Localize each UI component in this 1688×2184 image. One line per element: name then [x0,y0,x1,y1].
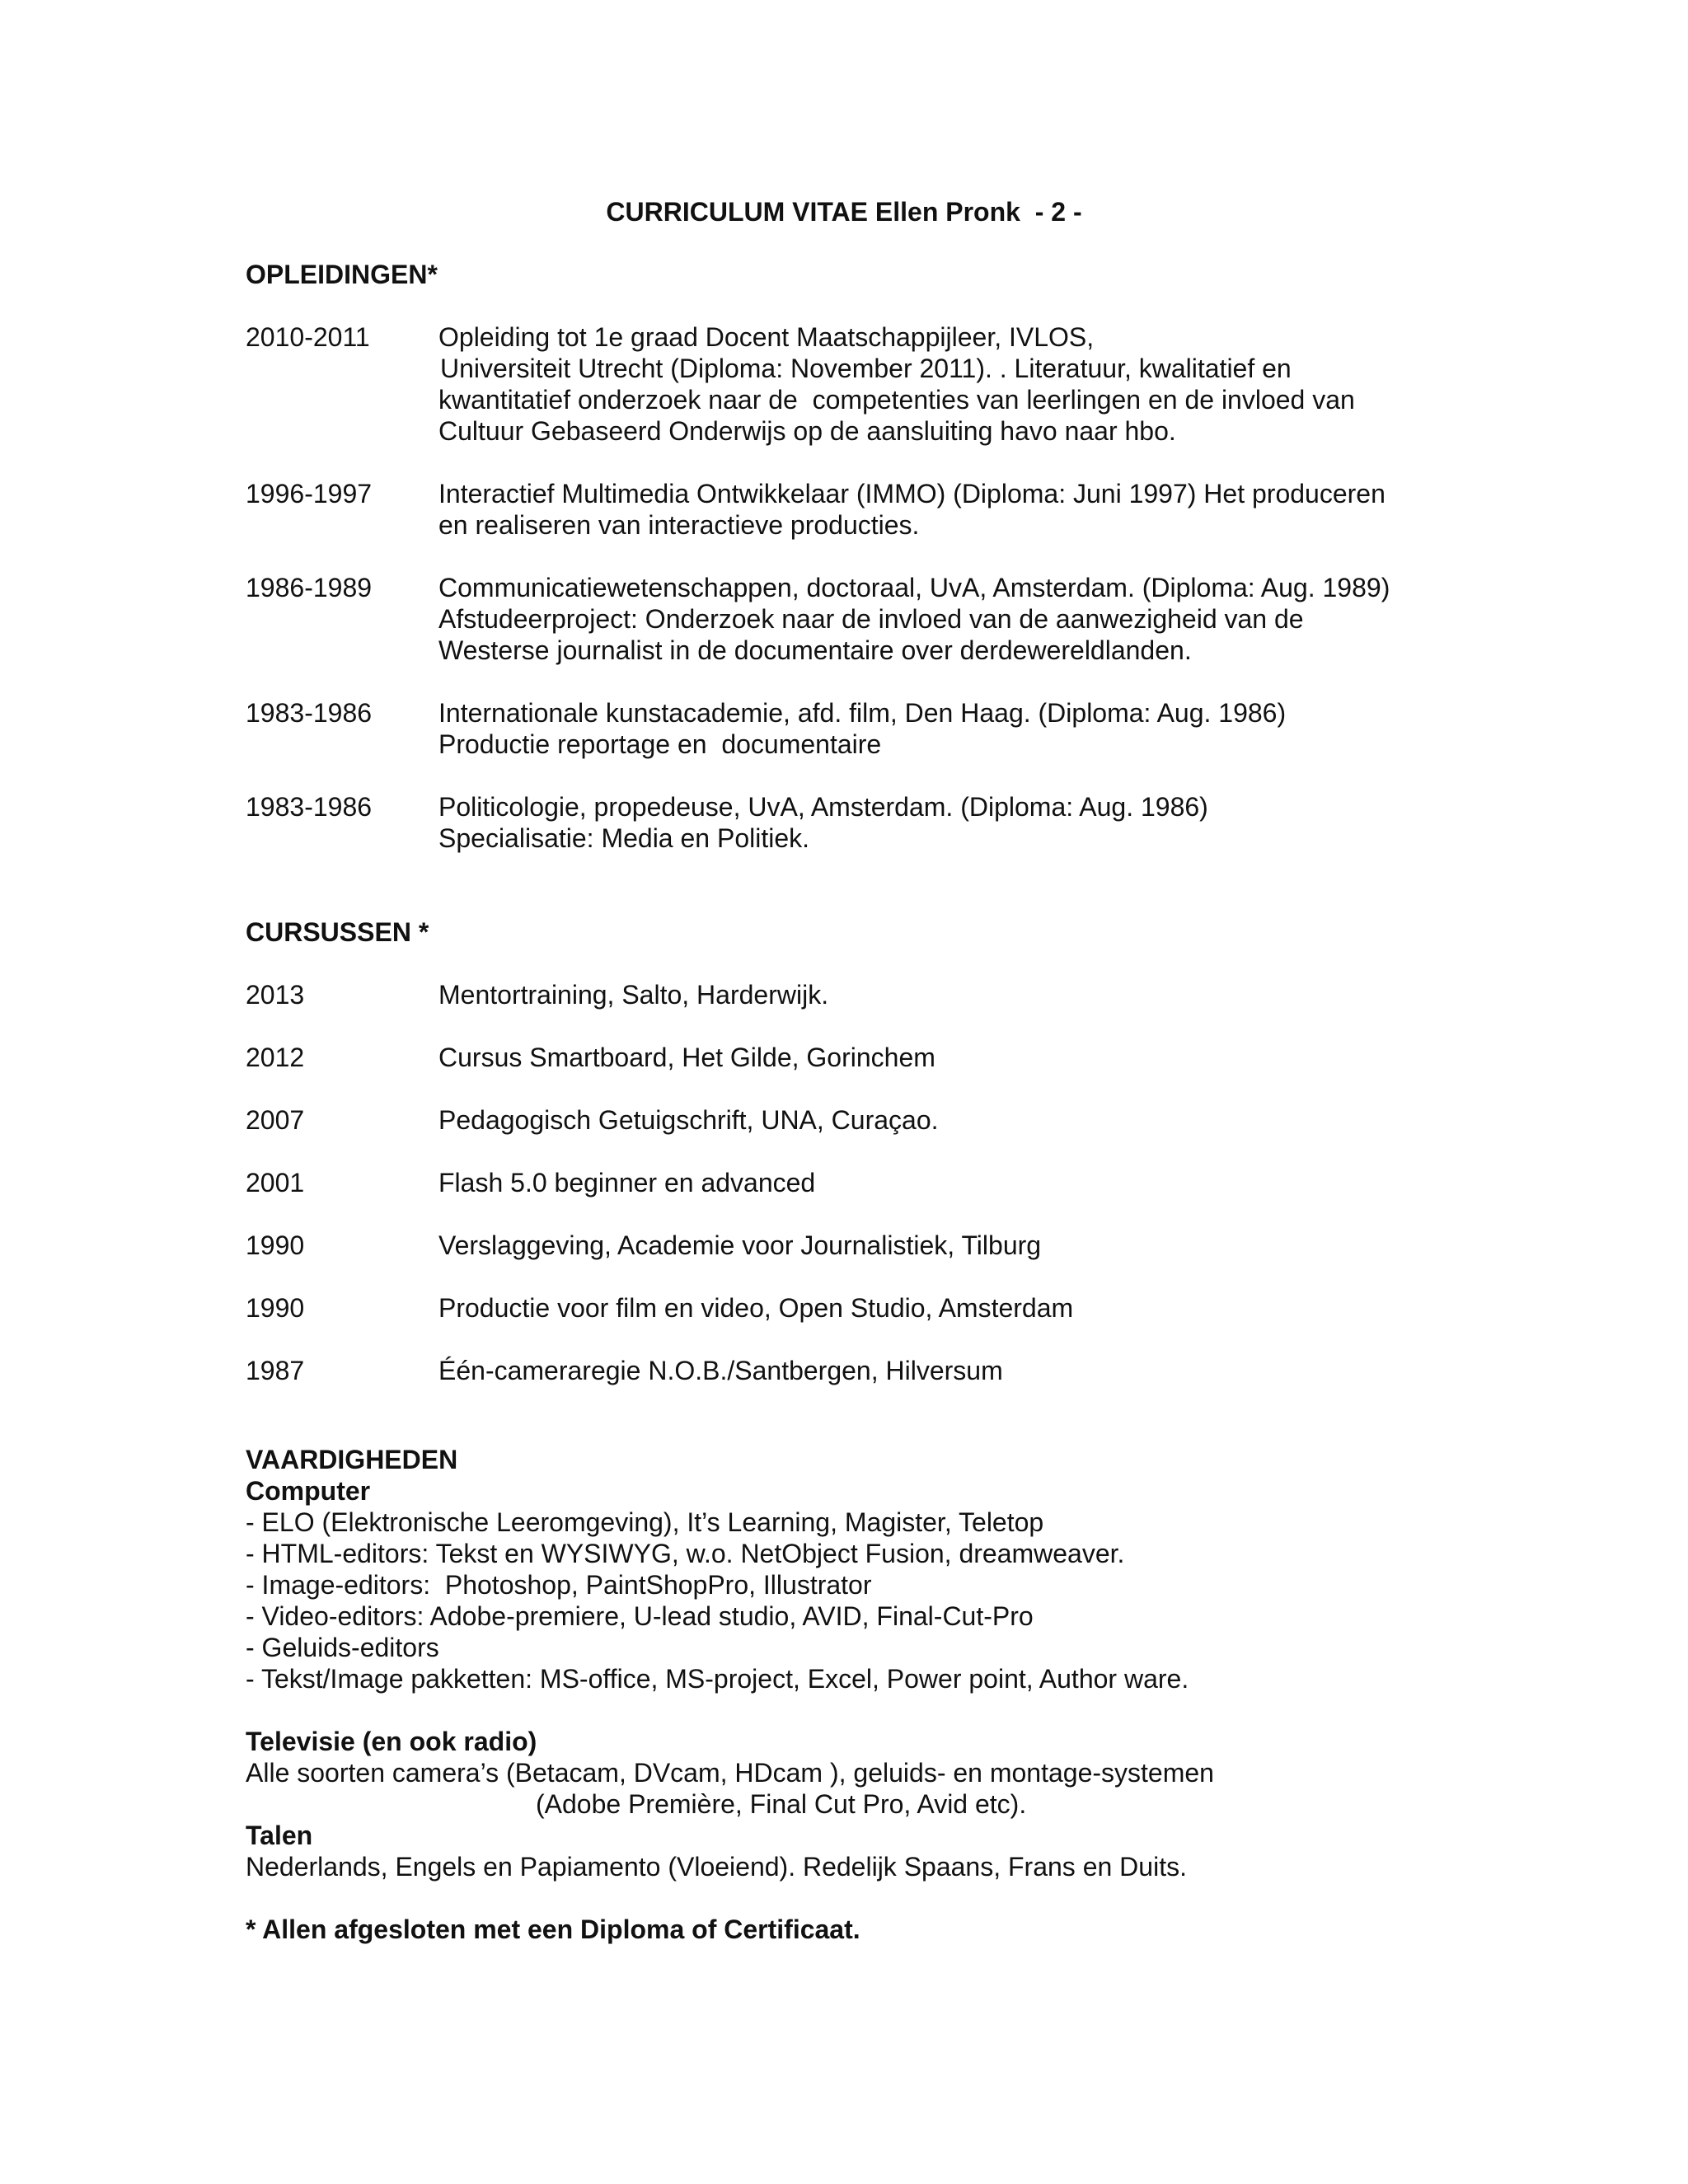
education-line: Westerse journalist in de documentaire over derdewereldlanden. [438,635,1192,665]
education-description [438,791,1642,854]
skills-computer-line: - Video-editors: Adobe-premiere, U-lead studio, AVID, Final-Cut-Pro [246,1601,1034,1631]
education-description [438,572,1642,666]
course-text: Productie voor film en video, Open Studio, Amsterdam [438,1293,1074,1323]
course-description [438,1355,1642,1386]
education-line: Opleiding tot 1e graad Docent Maatschappijleer, IVLOS, [438,322,1095,352]
education-line: Specialisatie: Media en Politiek. [438,823,810,853]
course-text: Verslaggeving, Academie voor Journalistiek, Tilburg [438,1230,1042,1260]
course-year: 2007 [246,1105,305,1135]
education-line: Communicatiewetenschappen, doctoraal, UvA, Amsterdam. (Diploma: Aug. 1989) [438,573,1390,602]
education-year: 1983-1986 [246,698,373,728]
footnote: * Allen afgesloten met een Diploma of Certificaat. [246,1915,860,1944]
course-year: 2012 [246,1043,305,1072]
section-heading-vaardigheden: VAARDIGHEDEN [246,1445,458,1474]
education-line: Cultuur Gebaseerd Onderwijs op de aansluiting havo naar hbo. [438,416,1176,446]
course-description [438,1230,1642,1261]
skills-languages-heading: Talen [246,1821,313,1850]
education-year: 1983-1986 [246,792,373,822]
education-line: kwantitatief onderzoek naar de competenties van leerlingen en de invloed van [438,385,1355,415]
education-year: 1996-1997 [246,479,373,509]
skills-television-line: Alle soorten camera’s (Betacam, DVcam, HDcam ), geluids- en montage-systemen [246,1758,1214,1788]
skills-computer-heading: Computer [246,1476,371,1506]
skills-television-section [246,1726,1482,1882]
course-text: Pedagogisch Getuigschrift, UNA, Curaçao. [438,1105,939,1135]
education-description [438,697,1642,760]
skills-computer-line: - Geluids-editors [246,1633,439,1662]
skills-computer-line: - Tekst/Image pakketten: MS-office, MS-project, Excel, Power point, Author ware. [246,1664,1189,1694]
education-description [438,321,1642,447]
education-line: Afstudeerproject: Onderzoek naar de invloed van de aanwezigheid van de [438,604,1304,634]
course-description [438,1042,1642,1073]
skills-languages-line: Nederlands, Engels en Papiamento (Vloeiend). Redelijk Spaans, Frans en Duits. [246,1852,1187,1882]
course-year: 1987 [246,1356,305,1385]
course-description [438,1167,1642,1198]
skills-computer-line: - ELO (Elektronische Leeromgeving), It’s Learning, Magister, Teletop [246,1507,1044,1537]
education-line: Interactief Multimedia Ontwikkelaar (IMMO) (Diploma: Juni 1997) Het produceren [438,479,1386,509]
education-line: Internationale kunstacademie, afd. film, Den Haag. (Diploma: Aug. 1986) [438,698,1287,728]
skills-computer-line: - HTML-editors: Tekst en WYSIWYG, w.o. NetObject Fusion, dreamweaver. [246,1539,1125,1568]
course-text: Flash 5.0 beginner en advanced [438,1168,816,1197]
course-description [438,979,1642,1010]
course-year: 2013 [246,980,305,1010]
section-heading-opleidingen: OPLEIDINGEN* [246,260,438,289]
education-line: en realiseren van interactieve producties. [438,510,920,540]
education-description [438,478,1642,541]
education-line: Politicologie, propedeuse, UvA, Amsterdam. (Diploma: Aug. 1986) [438,792,1208,822]
course-year: 1990 [246,1230,305,1260]
skills-television-heading: Televisie (en ook radio) [246,1727,537,1756]
course-text: Mentortraining, Salto, Harderwijk. [438,980,829,1010]
skills-section [246,1444,1482,1694]
course-year: 1990 [246,1293,305,1323]
education-year: 2010-2011 [246,322,370,352]
course-description [438,1292,1642,1324]
course-text: Cursus Smartboard, Het Gilde, Gorinchem [438,1043,935,1072]
page-title: CURRICULUM VITAE Ellen Pronk - 2 - [606,197,1082,227]
course-year: 2001 [246,1168,305,1197]
skills-computer-line: - Image-editors: Photoshop, PaintShopPro, Illustrator [246,1570,872,1600]
skills-television-line: (Adobe Première, Final Cut Pro, Avid etc). [536,1789,1027,1819]
education-line: Productie reportage en documentaire [438,729,882,759]
education-line: Universiteit Utrecht (Diploma: November 2011). . Literatuur, kwalitatief en [440,354,1292,383]
course-text: Één-cameraregie N.O.B./Santbergen, Hilversum [438,1356,1003,1385]
course-description [438,1104,1642,1136]
education-year: 1986-1989 [246,573,373,602]
section-heading-cursussen: CURSUSSEN * [246,917,429,947]
